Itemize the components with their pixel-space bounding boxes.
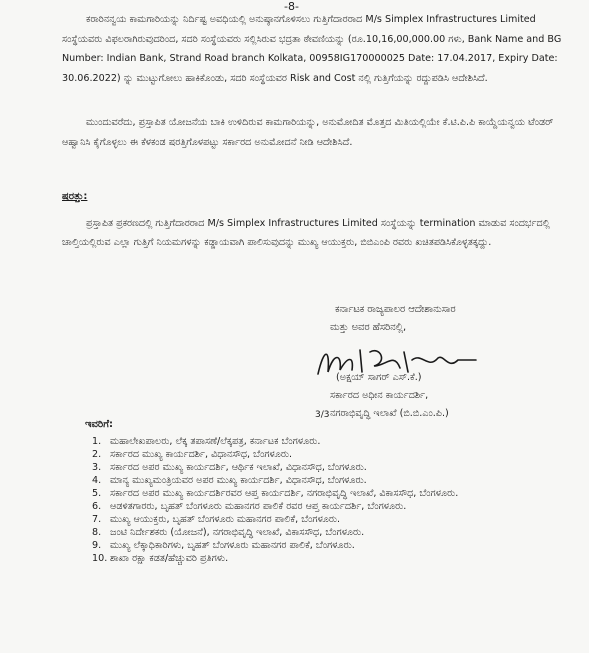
authority-line-1: ಕರ್ನಾಟಕ ರಾಜ್ಯಪಾಲರ ಆದೇಶಾನುಸಾರ [335,304,456,315]
designation-line-1: ಸರ್ಕಾರದ ಅಧೀನ ಕಾರ್ಯದರ್ಶಿ, [330,390,429,401]
page-number: -8- [284,0,299,13]
list-item: 9. ಮುಖ್ಯ ಲೆಕ್ಕಾಧಿಕಾರಿಗಳು, ಬೃಹತ್ ಬೆಂಗಳೂರು ಮಹಾನಗರ ಪಾಲಿಕೆ, ಬೆಂಗಳೂರು. [92,540,355,551]
list-item: 2. ಸರ್ಕಾರದ ಮುಖ್ಯ ಕಾರ್ಯದರ್ಶಿ, ವಿಧಾನಸೌಧ, ಬೆಂಗಳೂರು. [92,449,293,460]
list-item: 1. ಮಹಾಲೇಖಪಾಲರು, ಲೆಕ್ಕ ತಪಾಸಣೆ/ಲೆಕ್ಕಪತ್ರ, ಕರ್ನಾಟಕ ಬೆಂಗಳೂರು. [92,436,321,447]
order-paragraph-tender-approval: ಮುಂದುವರೆದು, ಪ್ರಸ್ತಾಪಿತ ಯೋಜನೆಯ ಬಾಕಿ ಉಳಿದಿರುವ ಕಾಮಗಾರಿಯನ್ನು, ಅನುಮೋದಿತ ಮೊತ್ತದ ಮಿತಿಯಲ್ಲಿಯೇ ಕೆ.ಟಿ.ಪಿ.ಪಿ ಕಾಯ್ದೆಯನ್ವಯ ಟೆಂಡರ್ ಆಹ್ವಾನಿಸಿ ಕೈಗೊಳ್ಳಲು ಈ ಕೆಳಕಂಡ ಷರತ್ತಿಗೊಳಪಟ್ಟು ಸರ್ಕಾರದ ಅನುಮೋದನೆ ನೀಡಿ ಆದೇಶಿಸಿದೆ. [62,117,554,148]
signatory-name: (ಅಕ್ಷಯ್ ಸಾಗರ್ ಎಸ್.ಕೆ.) [336,372,422,383]
list-item: 3. ಸರ್ಕಾರದ ಅಪರ ಮುಖ್ಯ ಕಾರ್ಯದರ್ಶಿ, ಆರ್ಥಿಕ ಇಲಾಖೆ, ವಿಧಾನಸೌಧ, ಬೆಂಗಳೂರು. [92,462,367,473]
conditions-heading: ಷರತ್ತು: [62,191,88,202]
conditions-paragraph: ಪ್ರಸ್ತಾಪಿತ ಪ್ರಕರಣದಲ್ಲಿ ಗುತ್ತಿಗೆದಾರರಾದ M/s Simplex Infrastructures Limited ಸಂಸ್ಥೆಯನ್ನು termination ಮಾಡುವ ಸಂದರ್ಭದಲ್ಲಿ ಚಾಲ್ತಿಯಲ್ಲಿರುವ ಎಲ್ಲಾ ಗುತ್ತಿಗೆ ನಿಯಮಗಳನ್ನು ಕಡ್ಡಾಯವಾಗಿ ಪಾಲಿಸುವುದನ್ನು ಮುಖ್ಯ ಆಯುಕ್ತರು, ಬಿಬಿಎಂಪಿ ರವರು ಖಚಿತಪಡಿಸಿಕೊಳ್ಳತಕ್ಕದ್ದು. [62,218,550,248]
designation-line-2: ನಗರಾಭಿವೃದ್ಧಿ ಇಲಾಖೆ (ಬಿ.ಬಿ.ಎಂ.ಪಿ.) [330,408,449,419]
list-item: 10. ಶಾಖಾ ರಕ್ಷಾ ಕಡತ/ಹೆಚ್ಚುವರಿ ಪ್ರತಿಗಳು. [92,553,229,564]
list-item: 5. ಸರ್ಕಾರದ ಅಪರ ಮುಖ್ಯ ಕಾರ್ಯದರ್ಶಿರವರ ಆಪ್ತ ಕಾರ್ಯದರ್ಶಿ, ನಗರಾಭಿವೃದ್ಧಿ ಇಲಾಖೆ, ವಿಕಾಸಸೌಧ, ಬೆಂಗಳೂರು. [92,488,459,499]
authority-line-2: ಮತ್ತು ಅವರ ಹೆಸರಿನಲ್ಲಿ, [330,322,407,333]
list-item: 8. ಜಂಟಿ ನಿರ್ದೇಶಕರು (ಯೋಜನೆ), ನಗರಾಭಿವೃದ್ಧಿ ಇಲಾಖೆ, ವಿಕಾಸಸೌಧ, ಬೆಂಗಳೂರು. [92,527,365,538]
list-item: 6. ಆಡಳಿತಗಾರರು, ಬೃಹತ್ ಬೆಂಗಳೂರು ಮಹಾನಗರ ಪಾಲಿಕೆ ರವರ ಆಪ್ತ ಕಾರ್ಯದರ್ಶಿ, ಬೆಂಗಳೂರು. [92,501,407,512]
order-paragraph-termination: ಕರಾರಿನನ್ವಯ ಕಾಮಗಾರಿಯನ್ನು ನಿರ್ದಿಷ್ಟ ಅವಧಿಯಲ್ಲಿ ಅನುಷ್ಠಾನಗೊಳಿಸಲು ಗುತ್ತಿಗೆದಾರರಾದ M/s Simplex Infrastructures Limited ಸಂಸ್ಥೆಯವರು ವಿಫಲರಾಗಿರುವುದರಿಂದ, ಸದರಿ ಸಂಸ್ಥೆಯವರು ಸಲ್ಲಿಸಿರುವ ಭದ್ರತಾ ಠೇವಣಿಯನ್ನು (ರೂ.10,16,00,000.00 ಗಳು, Bank Name and BG Number: Indian Bank, Strand Road branch Kolkata, 00958IG170000025 Date: 17.04.2017, Expiry Date: 30.06.2022) ನ್ನು ಮುಟ್ಟುಗೋಲು ಹಾಕಿಕೊಂಡು, ಸದರಿ ಸಂಸ್ಥೆಯವರ Risk and Cost ನಲ್ಲಿ ಗುತ್ತಿಗೆಯನ್ನು ರದ್ದುಪಡಿಸಿ ಆದೇಶಿಸಿದೆ. [62,14,562,84]
initial-date-mark: 3/3 [315,410,330,420]
list-item: 4. ಮಾನ್ಯ ಮುಖ್ಯಮಂತ್ರಿಯವರ ಅಪರ ಮುಖ್ಯ ಕಾರ್ಯದರ್ಶಿ, ವಿಧಾನಸೌಧ, ಬೆಂಗಳೂರು. [92,475,367,486]
copies-to-heading: ಇವರಿಗೆ: [85,419,114,430]
copies-list [92,436,540,564]
list-item: 7. ಮುಖ್ಯ ಆಯುಕ್ತರು, ಬೃಹತ್ ಬೆಂಗಳೂರು ಮಹಾನಗರ ಪಾಲಿಕೆ, ಬೆಂಗಳೂರು. [92,514,341,525]
